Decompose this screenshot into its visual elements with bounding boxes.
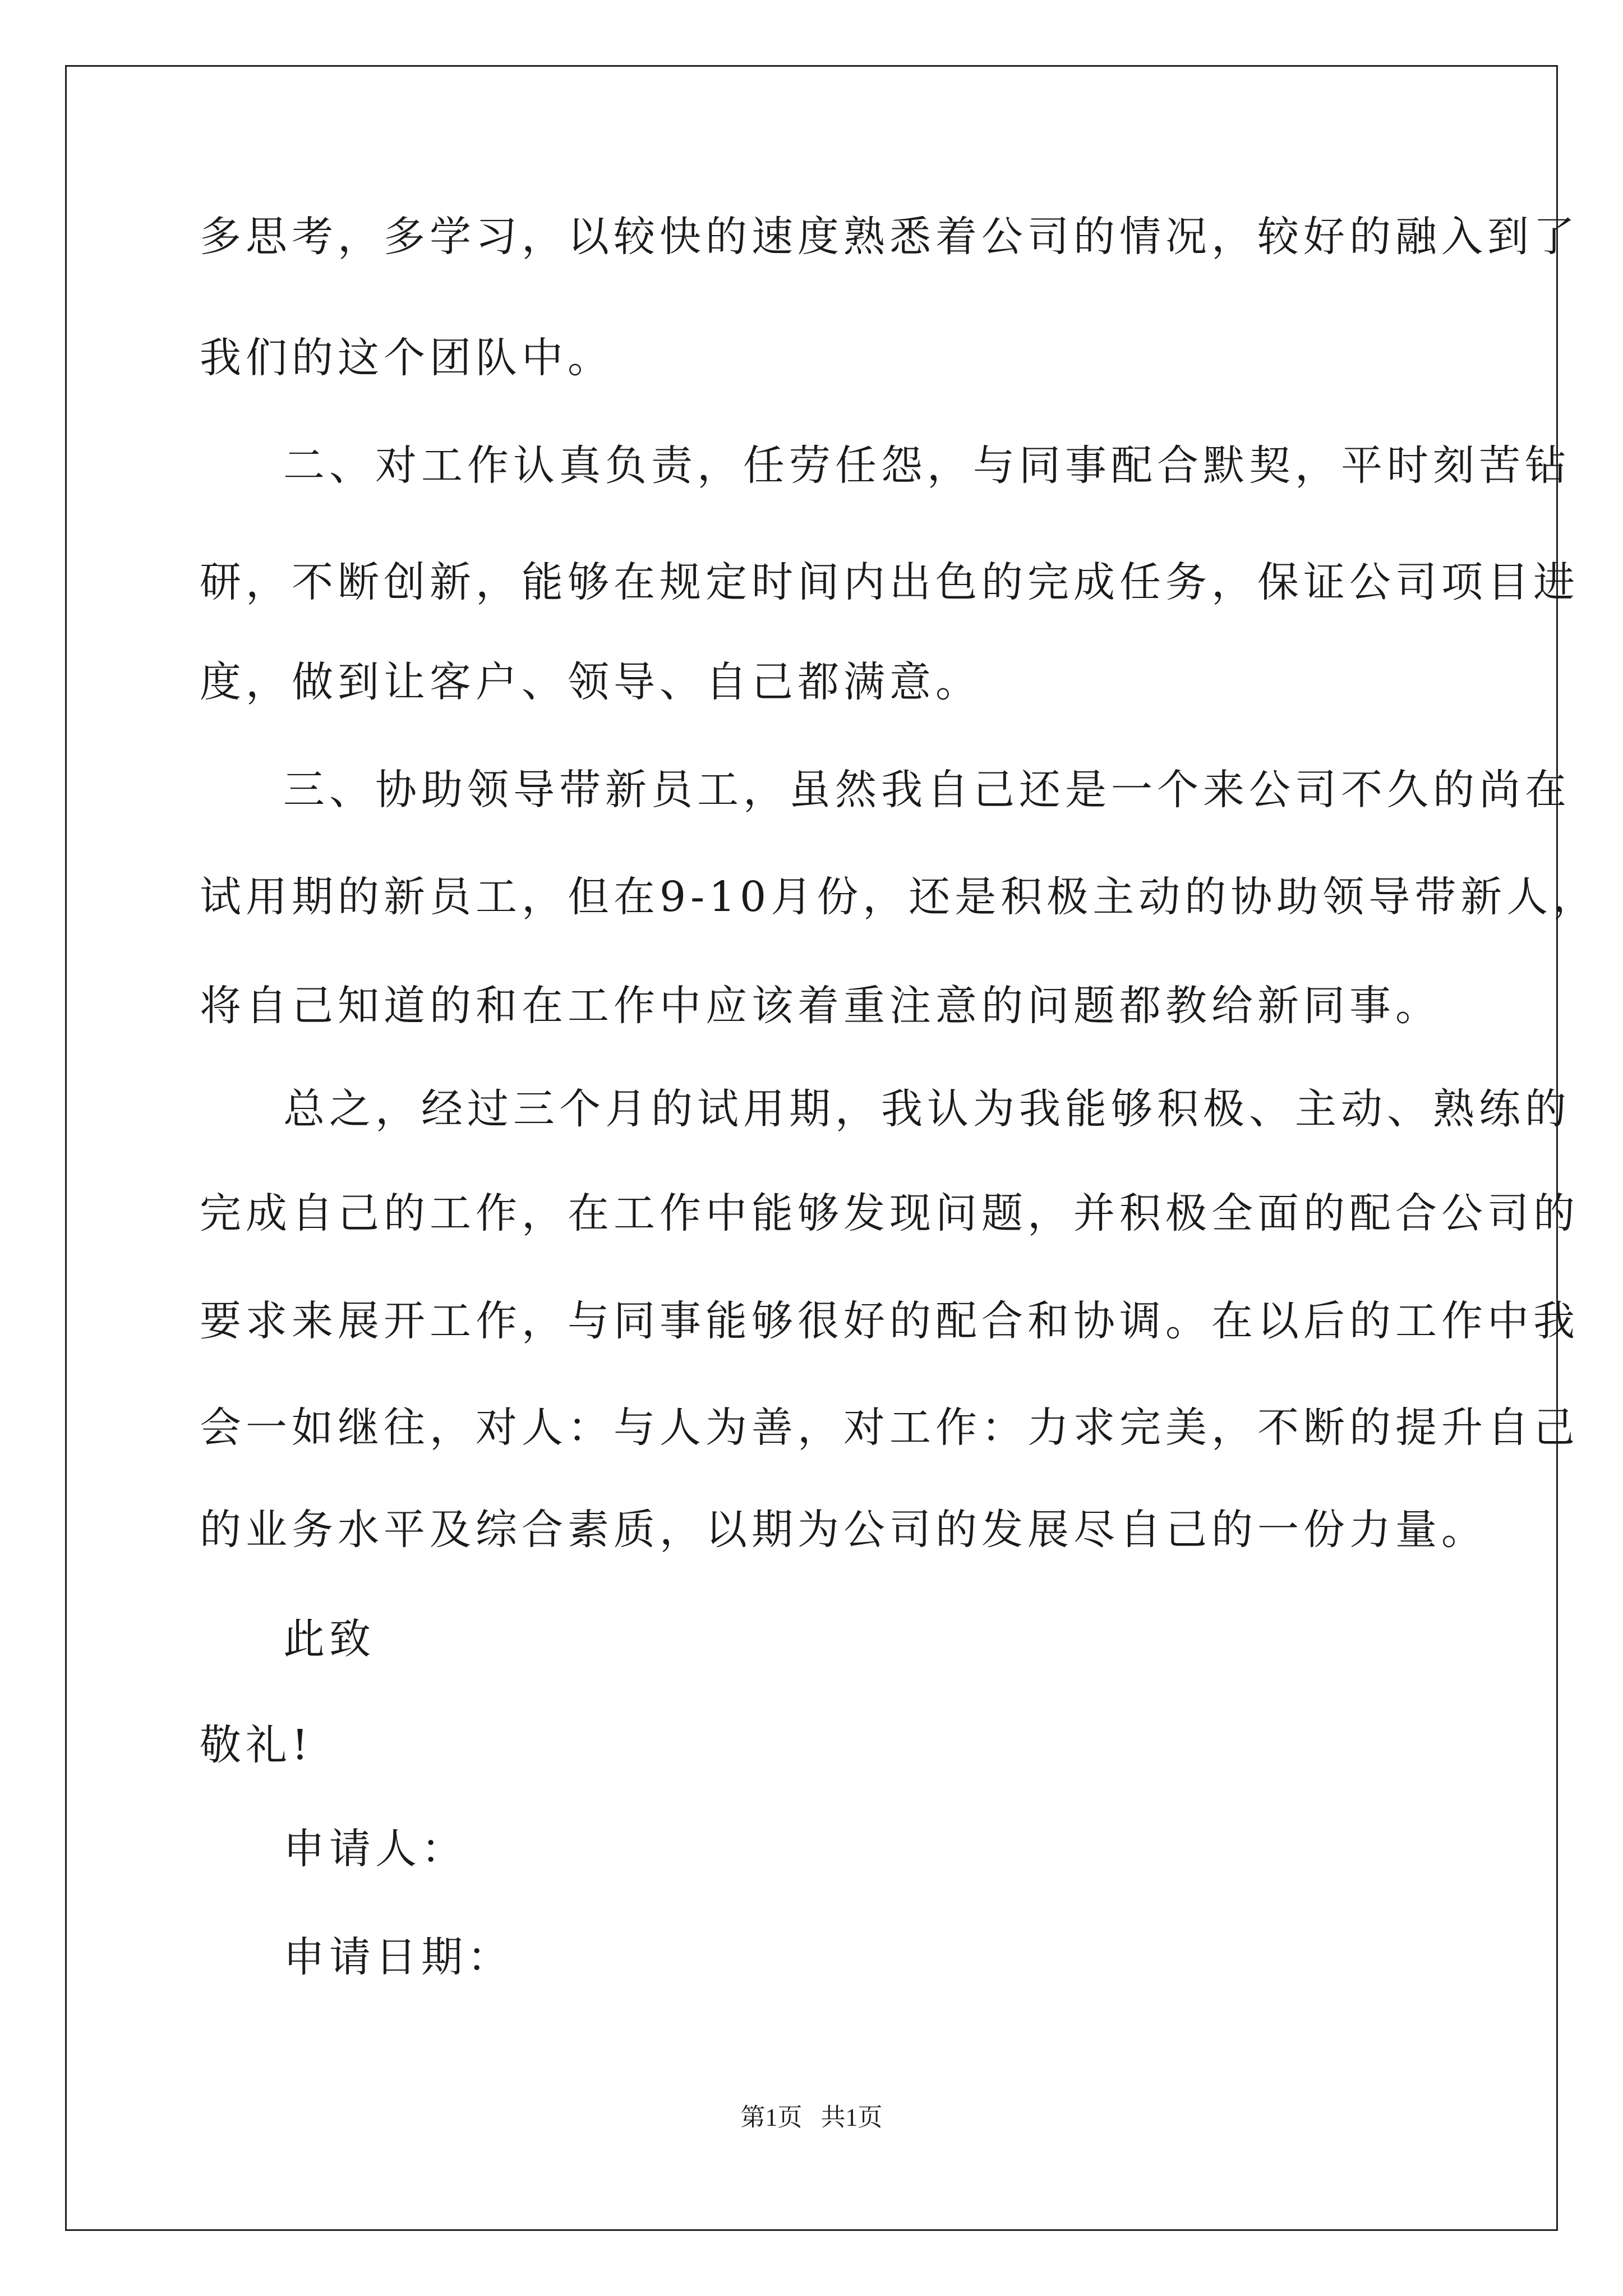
paragraph-4-line-4: 会一如继往，对人：与人为善，对工作：力求完美，不断的提升自己 [200,1404,1579,1452]
paragraph-2-line-3: 度，做到让客户、领导、自己都满意。 [200,658,981,706]
paragraph-3-line-3: 将自己知道的和在工作中应该着重注意的问题都教给新同事。 [200,982,1441,1030]
paragraph-4-line-3: 要求来展开工作，与同事能够很好的配合和协调。在以后的工作中我 [200,1297,1579,1345]
paragraph-3-line-1: 三、协助领导带新员工，虽然我自己还是一个来公司不久的尚在 [283,766,1571,814]
body-line-2: 我们的这个团队中。 [200,334,614,382]
paragraph-2-line-2: 研，不断创新，能够在规定时间内出色的完成任务，保证公司项目进 [200,558,1579,606]
paragraph-2-line-1: 二、对工作认真负责，任劳任怨，与同事配合默契，平时刻苦钻 [283,441,1571,490]
page-footer: 第1页 共1页 [740,2104,883,2131]
body-line-1: 多思考，多学习，以较快的速度熟悉着公司的情况，较好的融入到了 [200,213,1579,261]
page-border [65,65,1558,2231]
paragraph-4-line-5: 的业务水平及综合素质，以期为公司的发展尽自己的一份力量。 [200,1506,1487,1554]
paragraph-4-line-2: 完成自己的工作，在工作中能够发现问题，并积极全面的配合公司的 [200,1189,1579,1237]
closing-salutation: 此致 [283,1615,375,1663]
application-date-label: 申请日期： [283,1933,513,1981]
closing-respect: 敬礼! [200,1721,313,1769]
paragraph-4-line-1: 总之，经过三个月的试用期，我认为我能够积极、主动、熟练的 [283,1085,1571,1133]
applicant-label: 申请人： [283,1825,467,1873]
paragraph-3-line-2: 试用期的新员工，但在9-10月份，还是积极主动的协助领导带新人， [200,873,1599,921]
